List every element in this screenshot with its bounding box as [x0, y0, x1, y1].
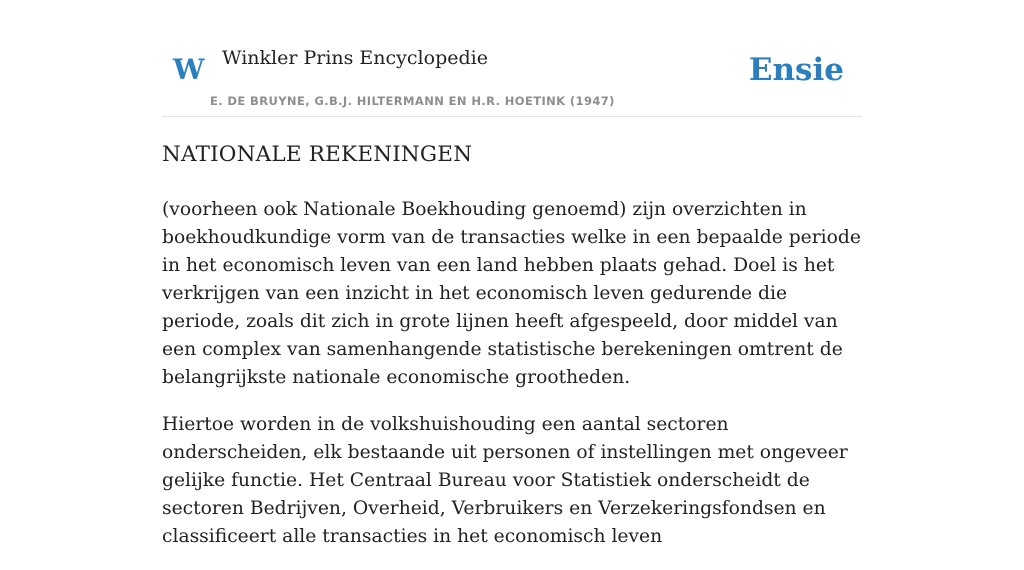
article-paragraph: Hiertoe worden in de volkshuishouding een aantal sectoren onderscheiden, elk bestaande uit personen of instellingen met ongeveer gelijke functie. Het Centraal Bureau voor Statistiek onderscheidt de sectoren Bedrijven, Overheid, Verbruikers en Verzekeringsfondsen en classificeert alle transacties in het economisch leven [162, 414, 848, 547]
article-paragraph: (voorheen ook Nationale Boekhouding genoemd) zijn overzichten in boekhoudkundige vorm van de transacties welke in een bepaalde periode in het economisch leven van een land hebben plaats gehad. Doel is het verkrijgen van een inzicht in het economisch leven gedurende die periode, zoals dit zich in grote lijnen heeft afgespeeld, door middel van een complex van samenhangende statistische berekeningen omtrent de belangrijkste nationale economische grootheden. [162, 199, 861, 388]
publication-logo-icon[interactable]: W [173, 53, 205, 86]
publication-authors: E. DE BRUYNE, G.B.J. HILTERMANN EN H.R. HOETINK (1947) [210, 94, 615, 108]
article [162, 138, 862, 570]
site-header [162, 36, 862, 117]
publication-title[interactable]: Winkler Prins Encyclopedie [222, 47, 488, 69]
ensie-logo[interactable]: Ensie [748, 52, 844, 88]
article-title: NATIONALE REKENINGEN [162, 142, 473, 167]
